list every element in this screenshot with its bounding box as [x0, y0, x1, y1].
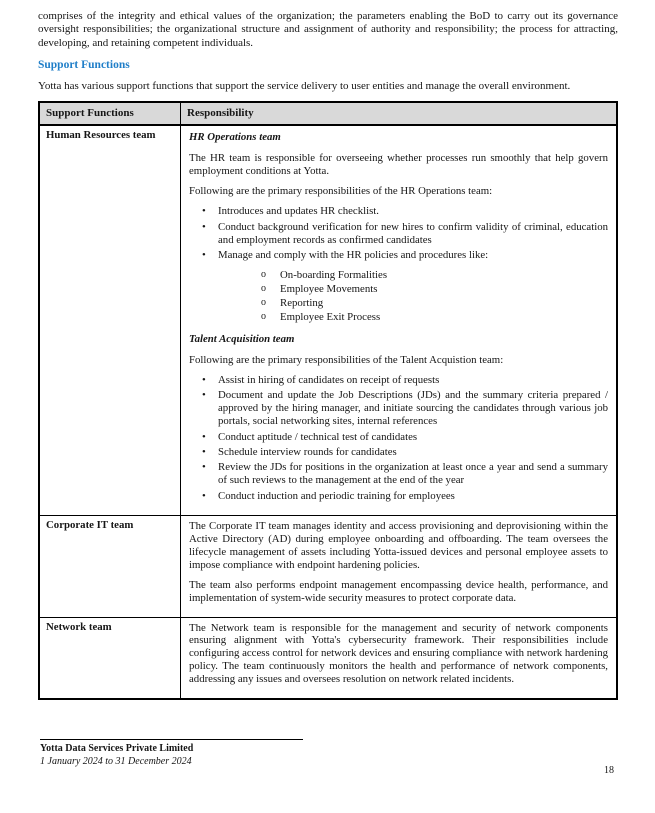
hr-policies-sub-bullet-list [189, 269, 608, 324]
intro-paragraph: comprises of the integrity and ethical values of the organization; the parameters enabling the BoD to carry out its governance oversight responsibilities; the organizational structure and assignment of authority and responsibility; the process for attracting, developing, and retaining competent individuals. [38, 10, 618, 49]
bullet-item: • Conduct aptitude / technical test of candidates [189, 431, 608, 444]
corporate-it-paragraph-1: The Corporate IT team manages identity and access provisioning and deprovisioning within the Active Directory (AD) during employee onboarding and offboarding. The team oversees the lifecycle management of assets including Yotta-issued devices and personal employee assets to impose compliance with endpoint hardening policies. [189, 519, 608, 571]
table-header [39, 102, 617, 125]
bullet-item: • Introduces and updates HR checklist. [189, 205, 608, 218]
footer-company-name: Yotta Data Services Private Limited [40, 743, 194, 754]
talent-acquisition-bullet-list [189, 374, 608, 503]
bullet-item: • Assist in hiring of candidates on receipt of requests [189, 374, 608, 387]
sub-bullet-item: o Employee Exit Process [189, 311, 608, 324]
section-lead-text: Yotta has various support functions that support the service delivery to user entities and manage the overall environment. [38, 79, 571, 92]
table-row-network [39, 617, 617, 699]
hr-operations-bullet-list [189, 205, 608, 262]
sub-bullet-item: o Reporting [189, 297, 608, 310]
responsibility-cell-network [181, 617, 618, 699]
talent-acquisition-team-title: Talent Acquisition team [189, 332, 295, 345]
bullet-item: • Manage and comply with the HR policies and procedures like: [189, 249, 608, 262]
team-name-corporate-it: Corporate IT team [39, 515, 181, 617]
corporate-it-paragraph-2: The team also performs endpoint management encompassing device health, performance, and implementation of system-wide security measures to protect corporate data. [189, 578, 608, 604]
footer-report-period: 1 January 2024 to 31 December 2024 [40, 755, 192, 767]
talent-acquisition-responsibilities-lead: Following are the primary responsibilities of the Talent Acquistion team: [189, 353, 504, 366]
bullet-item: • Conduct induction and periodic training for employees [189, 490, 608, 503]
bullet-item: • Document and update the Job Descriptions (JDs) and the summary criteria prepared / approved by the hiring manager, and initiate sourcing the candidates through various job portals, social networking sites, internal references [189, 389, 608, 428]
section-heading-support-functions: Support Functions [38, 58, 130, 71]
support-functions-table [38, 101, 618, 700]
bullet-item: • Conduct background verification for new hires to confirm validity of criminal, education and employment records as confirmed candidates [189, 221, 608, 247]
table-header-row [39, 102, 617, 125]
sub-bullet-item: o On-boarding Formalities [189, 269, 608, 282]
bullet-item: • Review the JDs for positions in the organization at least once a year and send a summary of such reviews to the management at the end of the year [189, 461, 608, 487]
table-header-support-functions: Support Functions [39, 102, 181, 125]
table-header-responsibility: Responsibility [181, 102, 618, 125]
hr-operations-team-title: HR Operations team [189, 131, 281, 144]
network-paragraph: The Network team is responsible for the management and security of network components ensuring alignment with Yotta's cybersecurity framework. Their responsibilities include configuring access control for network devices and ensuring compliance with network hardening policy. The team continuously monitors the health and performance of network components, addressing any issues and oversees resolution on network related incidents. [189, 621, 608, 686]
table-row-corporate-it [39, 515, 617, 617]
hr-operations-responsibilities-lead: Following are the primary responsibilities of the HR Operations team: [189, 185, 493, 198]
page-number: 18 [604, 765, 614, 776]
sub-bullet-item: o Employee Movements [189, 283, 608, 296]
table-row-human-resources [39, 125, 617, 515]
team-name-network: Network team [39, 617, 181, 699]
page-footer [40, 739, 303, 768]
team-name-human-resources: Human Resources team [39, 125, 181, 515]
page-content [38, 10, 618, 700]
hr-operations-paragraph: The HR team is responsible for overseeing whether processes run smoothly that help govern employment conditions at Yotta. [189, 152, 608, 178]
bullet-item: • Schedule interview rounds for candidates [189, 446, 608, 459]
responsibility-cell-human-resources [181, 125, 618, 515]
responsibility-cell-corporate-it [181, 515, 618, 617]
